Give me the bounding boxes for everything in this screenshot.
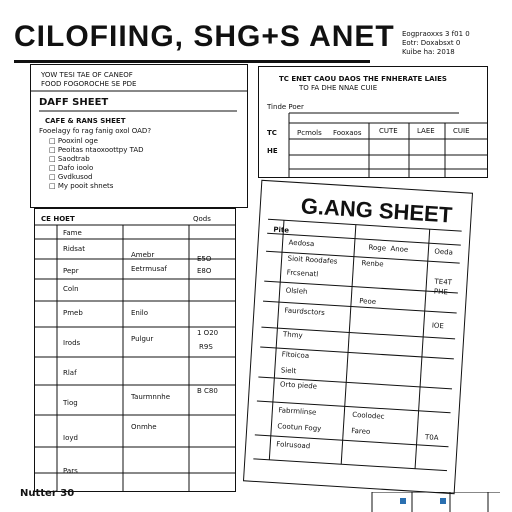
row-label: Ioyd [63,434,78,442]
column-header: Anoe [390,244,409,254]
row-label: Aedosa [288,238,315,249]
cell-text: Pulgur [131,335,154,343]
cell-text: Renbe [361,259,384,269]
row-label: Fame [63,229,82,237]
row-label: Tiog [63,399,78,407]
cell-value: E5O [197,255,212,263]
row-label: Olsleh [285,286,308,296]
cell-value: T0A [424,433,439,443]
row-label: Pars [63,467,78,475]
cell-value: 1 O20 [197,329,219,337]
sheet-list-table [34,208,236,492]
cell-text: Peoe [358,297,377,307]
row-label: Fltoicoa [281,350,310,361]
sheet-title: G.ANG SHEET [300,193,453,228]
sheet-main-front [243,180,473,494]
cell-text: Eetrmusaf [131,265,167,273]
row-label: Cootun Fogy [277,422,322,433]
table-grid-lines [35,209,235,491]
column-header: Pcmols [297,129,322,137]
column-header: Oeda [434,247,454,257]
sheet-title: TC ENET CAOU DAOS THE FNHERATE LAIES [279,75,447,83]
checklist-label: My pooit shnets [57,182,114,190]
checklist-item[interactable]: □ Pooxinl oge [49,137,98,145]
side-label: TC [267,129,277,137]
cell-text: Fareo [351,426,371,436]
row-label: Fabrmlinse [278,406,317,417]
cell-value: IOE [431,321,445,331]
cell-value: TE4T [434,277,453,287]
table-grid-lines [244,181,472,493]
sheet-intro-line: FOOD FOGOROCHE SE PDE [41,80,137,88]
cell-text: Coolodec [351,410,385,421]
checklist-label: Dafo ioolo [57,164,94,172]
sheet-title: CE HOET [41,215,75,223]
row-label: Frcsenatl [286,268,319,279]
cell-value: B C80 [197,387,218,395]
row-label: Pmeb [63,309,83,317]
sheet-checklist [30,64,248,208]
title-underline [14,60,370,63]
cell-text: Amebr [131,251,155,259]
row-label: Irods [63,339,81,347]
corner-note-line: Eogpraoxxs 3 f01 0 [402,30,470,38]
column-header: LAEE [417,127,435,135]
bottom-sheet-edge [0,492,512,512]
sheet-question: Fooelagy fo rag fanig oxol OAD? [39,127,152,135]
checklist-item[interactable]: □ Saodtrab [49,155,90,163]
cell-text: Onmhe [131,423,157,431]
checklist-item[interactable]: □ Gvdkusod [49,173,93,181]
column-header: Fooxaos [333,129,362,137]
checklist-label: Pooxinl oge [57,137,98,145]
row-label: Ridsat [63,245,85,253]
row-label: Faurdsctors [284,306,326,317]
checklist-item[interactable]: □ My pooit shnets [49,182,114,190]
page-title: CILOFIING, SHG+S ANET [14,20,395,53]
row-label: Sioit Roodafes [287,254,338,266]
checklist-item[interactable]: □ Peoitas ntaoxoottpy TAD [49,146,144,154]
sheet-subtitle: CAFE & RANS SHEET [45,117,126,125]
column-header: Pite [273,225,290,235]
row-label: Orto piede [279,380,318,391]
column-header: CUTE [379,127,398,135]
checklist-label: Saodtrab [57,155,90,163]
cell-value: E8O [197,267,212,275]
corner-note-line: Eotr: Doxabsxt 0 [402,39,461,47]
checklist-label: Peoitas ntaoxoottpy TAD [57,146,144,154]
cell-text: Enilo [131,309,149,317]
checklist-item[interactable]: □ Dafo ioolo [49,164,94,172]
row-label: Thmy [282,330,303,340]
row-label: Pepr [63,267,79,275]
row-label: Coln [63,285,79,293]
sheet-rules [31,65,247,207]
sheet-table-grid [258,66,488,178]
sheet-subtitle: TO FA DHE NNAE CUIE [299,84,378,92]
sheet-title: DAFF SHEET [39,97,109,108]
row-label: Folrusoad [276,440,311,451]
cell-value: R9S [199,343,213,351]
row-label: Rlaf [63,369,77,377]
checklist-label: Gvdkusod [57,173,93,181]
sheet-intro-line: YOW TESI TAE OF CANEOF [41,71,133,79]
column-header: Qods [193,215,211,223]
column-header: Roge [368,243,387,253]
row-label: Tinde Poer [267,103,304,111]
corner-note [402,30,500,57]
row-label: Sielt [280,366,297,376]
cell-text: Taurmnnhe [131,393,171,401]
corner-note-line: Kuibe ha: 2018 [402,48,455,56]
sheet-count-label: Nutter 30 [20,488,75,499]
side-label: HE [267,147,278,155]
table-grid-lines [259,67,487,177]
column-header: CUIE [453,127,470,135]
cell-value: PHE [433,287,449,297]
